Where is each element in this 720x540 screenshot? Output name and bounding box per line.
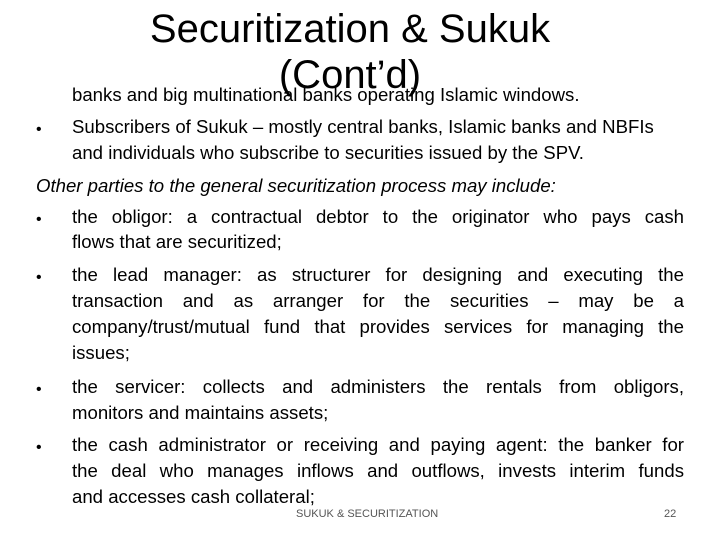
bullet-line: the cash administrator or receiving and paying agent: the banker for xyxy=(72,434,684,455)
slide-title-line1: Securitization & Sukuk xyxy=(149,7,551,51)
bullet-icon: • xyxy=(36,439,42,456)
bullet-line: Subscribers of Sukuk – mostly central banks, Islamic banks and NBFIs xyxy=(72,116,654,137)
bullet-line: transaction and as arranger for the securities – may be a xyxy=(72,290,684,311)
bullet-line: monitors and maintains assets; xyxy=(72,402,329,423)
bullet-line: the lead manager: as structurer for designing and executing the xyxy=(72,264,684,285)
page-number: 22 xyxy=(664,508,677,520)
bullet-icon: • xyxy=(36,269,42,286)
bullet-icon: • xyxy=(36,211,42,228)
bullet-line: issues; xyxy=(72,342,130,363)
bullet-icon: • xyxy=(36,381,42,398)
slide-title-line2: (Cont’d) xyxy=(278,53,422,97)
bullet-line: and accesses cash collateral; xyxy=(72,486,315,507)
bullet-line: the deal who manages inflows and outflows, invests interim funds xyxy=(72,460,684,481)
bullet-line: flows that are securitized; xyxy=(72,231,282,252)
bullet-line: and individuals who subscribe to securities issued by the SPV. xyxy=(72,142,584,163)
footer-text: SUKUK & SECURITIZATION xyxy=(296,508,439,520)
bullet-line: the servicer: collects and administers the rentals from obligors, xyxy=(72,376,684,397)
intro-text: Other parties to the general securitization process may include: xyxy=(36,175,556,196)
bullet-line: company/trust/mutual fund that provides services for managing the xyxy=(72,316,684,337)
bullet-icon: • xyxy=(36,121,42,138)
body-text-line: banks and big multinational banks operating Islamic windows. xyxy=(72,84,580,105)
bullet-line: the obligor: a contractual debtor to the originator who pays cash xyxy=(72,206,684,227)
